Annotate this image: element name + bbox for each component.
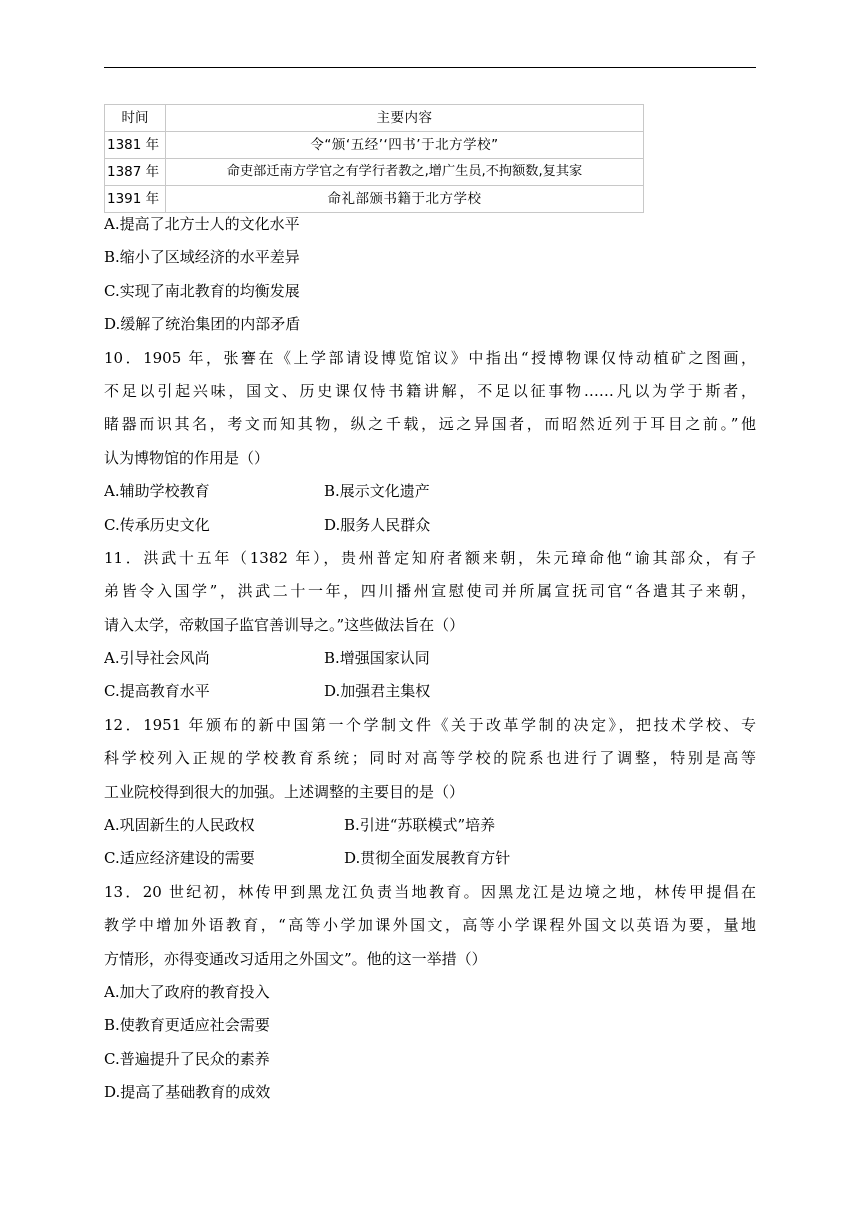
q12-option-c[interactable]: C.适应经济建设的需要 — [104, 849, 255, 868]
header-time: 时间 — [105, 105, 166, 132]
header-rule — [104, 67, 756, 68]
row-content: 命礼部颁书籍于北方学校 — [166, 186, 644, 213]
row-time: 1381 年 — [105, 132, 166, 159]
q11-option-d[interactable]: D.加强君主集权 — [324, 682, 431, 701]
q10-options-row — [104, 509, 756, 542]
q10-stem-line: 睹器而识其名，考文而知其物，纵之千载，远之异国者，而昭然近列于耳目之前。”他 — [104, 415, 756, 434]
q12-stem-line: 工业院校得到很大的加强。上述调整的主要目的是（） — [104, 782, 465, 801]
q9-option-d[interactable]: D.缓解了统治集团的内部矛盾 — [104, 315, 301, 334]
q11-options-row — [104, 642, 756, 675]
header-content: 主要内容 — [166, 105, 644, 132]
table-row — [105, 159, 644, 186]
q11-option-b[interactable]: B.增强国家认同 — [324, 649, 430, 668]
table-row — [105, 132, 644, 159]
row-content: 命吏部迁南方学官之有学行者教之,增广生员,不拘额数,复其家 — [166, 159, 644, 186]
q11-stem-line: 11．洪武十五年（1382 年），贵州普定知府者额来朝，朱元璋命他“谕其部众，有子 — [104, 548, 756, 567]
q10-option-d[interactable]: D.服务人民群众 — [324, 515, 431, 534]
q12-option-b[interactable]: B.引进“苏联模式”培养 — [344, 816, 496, 835]
q13-stem-line: 方情形，亦得变通改习适用之外国文”。他的这一举措（） — [104, 949, 487, 968]
q13-stem-line: 教学中增加外语教育，“高等小学加课外国文，高等小学课程外国文以英语为要，量地 — [104, 916, 756, 935]
q12-option-a[interactable]: A.巩固新生的人民政权 — [104, 816, 255, 835]
row-time: 1387 年 — [105, 159, 166, 186]
q13-option-c[interactable]: C.普遍提升了民众的素养 — [104, 1049, 270, 1068]
q10-options-row — [104, 475, 756, 508]
row-time: 1391 年 — [105, 186, 166, 213]
q10-option-c[interactable]: C.传承历史文化 — [104, 515, 210, 534]
q10-stem-line: 不足以引起兴味，国文、历史课仅恃书籍讲解，不足以征事物……凡以为学于斯者， — [104, 381, 756, 400]
q10-stem-line: 10．1905 年，张謇在《上学部请设博览馆议》中指出“授博物课仅恃动植矿之图画， — [104, 348, 756, 367]
q12-option-d[interactable]: D.贯彻全面发展教育方针 — [344, 849, 511, 868]
q9-option-c[interactable]: C.实现了南北教育的均衡发展 — [104, 281, 300, 300]
q10-option-a[interactable]: A.辅助学校教育 — [104, 482, 210, 501]
q12-stem-line: 科学校列入正规的学校教育系统；同时对高等学校的院系也进行了调整，特别是高等 — [104, 749, 756, 768]
q12-options-row — [104, 809, 756, 842]
q13-option-b[interactable]: B.使教育更适应社会需要 — [104, 1016, 270, 1035]
q11-stem-line: 弟皆令入国学”，洪武二十一年，四川播州宣慰使司并所属宣抚司官“各遣其子来朝， — [104, 582, 756, 601]
q13-option-a[interactable]: A.加大了政府的教育投入 — [104, 982, 270, 1001]
q11-options-row — [104, 675, 756, 708]
q13-option-d[interactable]: D.提高了基础教育的成效 — [104, 1083, 271, 1102]
q12-stem-line: 12．1951 年颁布的新中国第一个学制文件《关于改革学制的决定》，把技术学校、专 — [104, 715, 756, 734]
history-table — [104, 104, 644, 213]
q9-option-b[interactable]: B.缩小了区域经济的水平差异 — [104, 248, 300, 267]
q13-stem-line: 13．20 世纪初，林传甲到黑龙江负责当地教育。因黑龙江是边境之地，林传甲提倡在 — [104, 882, 756, 901]
q12-options-row — [104, 842, 756, 875]
question-content — [104, 208, 756, 1110]
q11-stem-line: 请入太学，帝敕国子监官善训导之。”这些做法旨在（） — [104, 615, 465, 634]
q10-option-b[interactable]: B.展示文化遗产 — [324, 482, 430, 501]
q11-option-a[interactable]: A.引导社会风尚 — [104, 649, 210, 668]
row-content: 令“颁‘五经’‘四书’于北方学校” — [166, 132, 644, 159]
q9-option-a[interactable]: A.提高了北方士人的文化水平 — [104, 215, 300, 233]
q11-option-c[interactable]: C.提高教育水平 — [104, 682, 210, 701]
table-header-row — [105, 105, 644, 132]
q10-stem-line: 认为博物馆的作用是（） — [104, 448, 270, 467]
